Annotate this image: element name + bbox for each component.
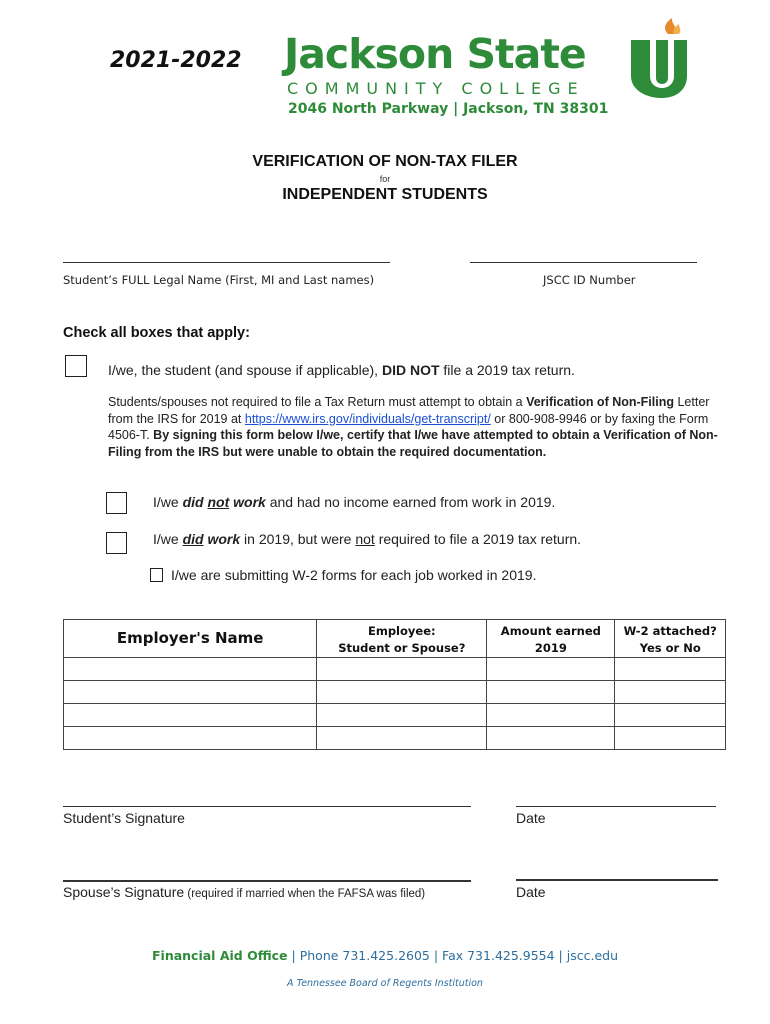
table-row <box>64 658 726 681</box>
w2-submitting-checkbox[interactable] <box>150 568 163 582</box>
table-header-row <box>64 620 726 658</box>
table-cell[interactable] <box>615 681 726 704</box>
date-line-1[interactable] <box>516 806 716 807</box>
table-row <box>64 704 726 727</box>
table-cell[interactable] <box>317 704 487 727</box>
spouse-signature-line[interactable] <box>63 880 471 882</box>
college-name: Jackson State <box>284 30 586 78</box>
table-cell[interactable] <box>64 704 317 727</box>
amount-earned-header: Amount earned 2019 <box>487 620 615 658</box>
form-title: VERIFICATION OF NON-TAX FILER <box>252 153 518 170</box>
table-cell[interactable] <box>317 681 487 704</box>
did-not-file-label: I/we, the student (and spouse if applicable), DID NOT file a 2019 tax return. <box>108 362 575 378</box>
footer-contact: Financial Aid Office | Phone 731.425.2605 | Fax 731.425.9554 | jscc.edu <box>152 948 618 963</box>
did-not-file-checkbox[interactable] <box>65 355 87 377</box>
employee-type-header: Employee: Student or Spouse? <box>317 620 487 658</box>
did-not-work-checkbox[interactable] <box>106 492 127 514</box>
check-heading: Check all boxes that apply: <box>63 325 250 341</box>
college-logo-icon <box>628 18 690 100</box>
student-name-line[interactable] <box>63 262 390 263</box>
spouse-signature-label: Spouse’s Signature (required if married when the FAFSA was filed) <box>63 884 426 900</box>
table-row <box>64 681 726 704</box>
table-cell[interactable] <box>64 681 317 704</box>
table-cell[interactable] <box>64 727 317 750</box>
table-row <box>64 727 726 750</box>
date-label-1: Date <box>516 810 546 826</box>
table-cell[interactable] <box>615 727 726 750</box>
table-cell[interactable] <box>64 658 317 681</box>
table-cell[interactable] <box>487 681 615 704</box>
employer-table <box>63 619 726 750</box>
w2-submitting-label: I/we are submitting W-2 forms for each job worked in 2019. <box>171 567 537 583</box>
table-cell[interactable] <box>487 704 615 727</box>
spouse-signature-note: (required if married when the FAFSA was filed) <box>184 888 426 900</box>
instructions-paragraph: Students/spouses not required to file a Tax Return must attempt to obtain a Verification of Non-Filing Letter from the IRS for 2019 at https://www.irs.gov/individuals/get-transcript/ or 800-908-9946 or by faxing the Form 4506-T. By signing this form below I/we, certify that I/we have attempted to obtain a Verification of Non-Filing from the IRS but were unable to obtain the required documentation. <box>108 395 718 459</box>
table-cell[interactable] <box>487 727 615 750</box>
student-id-line[interactable] <box>470 262 697 263</box>
college-address: 2046 North Parkway | Jackson, TN 38301 <box>288 101 609 117</box>
table-cell[interactable] <box>615 704 726 727</box>
did-work-checkbox[interactable] <box>106 532 127 554</box>
employer-name-header: Employer's Name <box>64 620 317 658</box>
table-cell[interactable] <box>615 658 726 681</box>
student-id-label: JSCC ID Number <box>543 273 636 287</box>
form-for-text: for <box>379 174 391 184</box>
form-subtitle: INDEPENDENT STUDENTS <box>282 186 488 203</box>
table-cell[interactable] <box>317 658 487 681</box>
college-subtitle: COMMUNITY COLLEGE <box>287 79 585 98</box>
w2-attached-header: W-2 attached? Yes or No <box>615 620 726 658</box>
student-signature-label: Student’s Signature <box>63 810 185 826</box>
student-signature-line[interactable] <box>63 806 471 807</box>
date-line-2[interactable] <box>516 879 718 881</box>
table-cell[interactable] <box>317 727 487 750</box>
year-label: 2021-2022 <box>110 48 242 73</box>
footer-institution: A Tennessee Board of Regents Institution <box>287 978 483 989</box>
date-label-2: Date <box>516 884 546 900</box>
did-not-work-label: I/we did not work and had no income earned from work in 2019. <box>153 494 556 510</box>
table-cell[interactable] <box>487 658 615 681</box>
student-name-label: Student’s FULL Legal Name (First, MI and Last names) <box>63 273 375 287</box>
irs-transcript-link[interactable]: https://www.irs.gov/individuals/get-transcript/ <box>244 411 491 426</box>
did-work-label: I/we did work in 2019, but were not required to file a 2019 tax return. <box>153 531 582 547</box>
